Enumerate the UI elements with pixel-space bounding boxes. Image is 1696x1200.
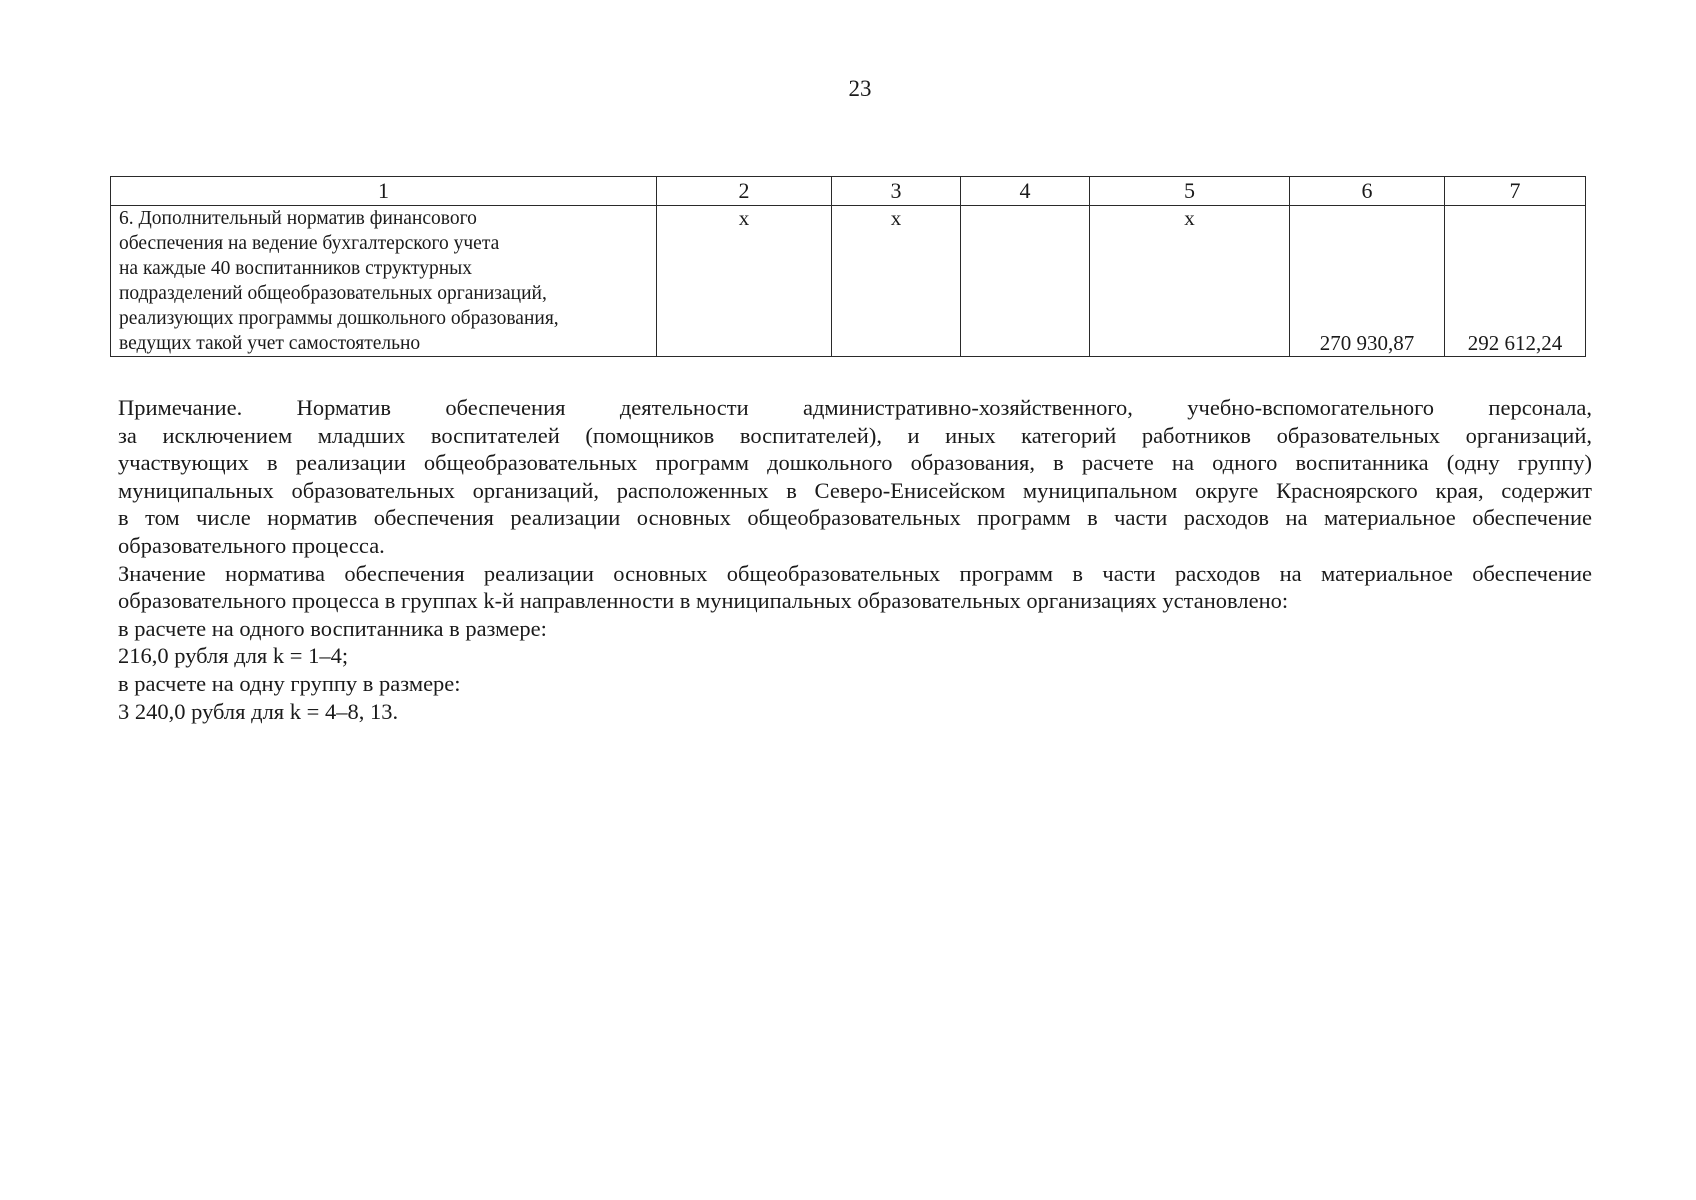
row-description-line: 6. Дополнительный норматив финансового: [119, 208, 477, 229]
note-line: в том числе норматив обеспечения реализации основных общеобразовательных программ в части расходов на материальное обеспечение: [118, 505, 1592, 531]
row-description-line: подразделений общеобразовательных организаций,: [119, 283, 547, 304]
table-header-row: [111, 177, 1586, 206]
column-header: 1: [111, 177, 657, 206]
column-header: 7: [1445, 177, 1586, 206]
norms-table: [110, 176, 1586, 357]
column-header: 6: [1290, 177, 1445, 206]
page-number: 23: [848, 76, 872, 101]
note-line: образовательного процесса.: [118, 532, 385, 558]
cell-col6-value: 270 930,87: [1290, 206, 1445, 357]
cell-col4: [961, 206, 1090, 357]
note-line: в расчете на одну группу в размере:: [118, 670, 461, 696]
column-header: 4: [961, 177, 1090, 206]
cell-col3: x: [832, 206, 961, 357]
cell-col7-value: 292 612,24: [1445, 206, 1586, 357]
note-line: 3 240,0 рубля для k = 4–8, 13.: [118, 698, 399, 724]
column-header: 5: [1090, 177, 1290, 206]
note-line: Примечание. Норматив обеспечения деятельности административно-хозяйственного, учебно-вспомогательного персонала,: [118, 395, 1592, 420]
note-section: [118, 394, 1592, 725]
note-line: Значение норматива обеспечения реализации основных общеобразовательных программ в части расходов на материальное обеспечение: [118, 560, 1592, 586]
column-header: 2: [657, 177, 832, 206]
row-description-line: обеспечения на ведение бухгалтерского учета: [119, 233, 500, 254]
row-description-line: ведущих такой учет самостоятельно: [119, 333, 421, 354]
note-line: образовательного процесса в группах k-й направленности в муниципальных образовательных организациях установлено:: [118, 588, 1289, 614]
note-line: за исключением младших воспитателей (помощников воспитателей), и иных категорий работников образовательных организаций,: [118, 422, 1592, 448]
column-header: 3: [832, 177, 961, 206]
note-line: в расчете на одного воспитанника в размере:: [118, 615, 547, 641]
note-line: 216,0 рубля для k = 1–4;: [118, 643, 349, 669]
row-description-line: реализующих программы дошкольного образования,: [119, 308, 559, 329]
note-line: муниципальных образовательных организаций, расположенных в Северо-Енисейском муниципальном округе Красноярского края, содержит: [118, 477, 1592, 503]
table-row: [111, 206, 1586, 357]
cell-col2: x: [657, 206, 832, 357]
note-line: участвующих в реализации общеобразовательных программ дошкольного образования, в расчете на одного воспитанника (одну группу): [118, 450, 1592, 476]
row-description: [111, 206, 657, 357]
cell-col5: x: [1090, 206, 1290, 357]
row-description-line: на каждые 40 воспитанников структурных: [119, 258, 472, 279]
